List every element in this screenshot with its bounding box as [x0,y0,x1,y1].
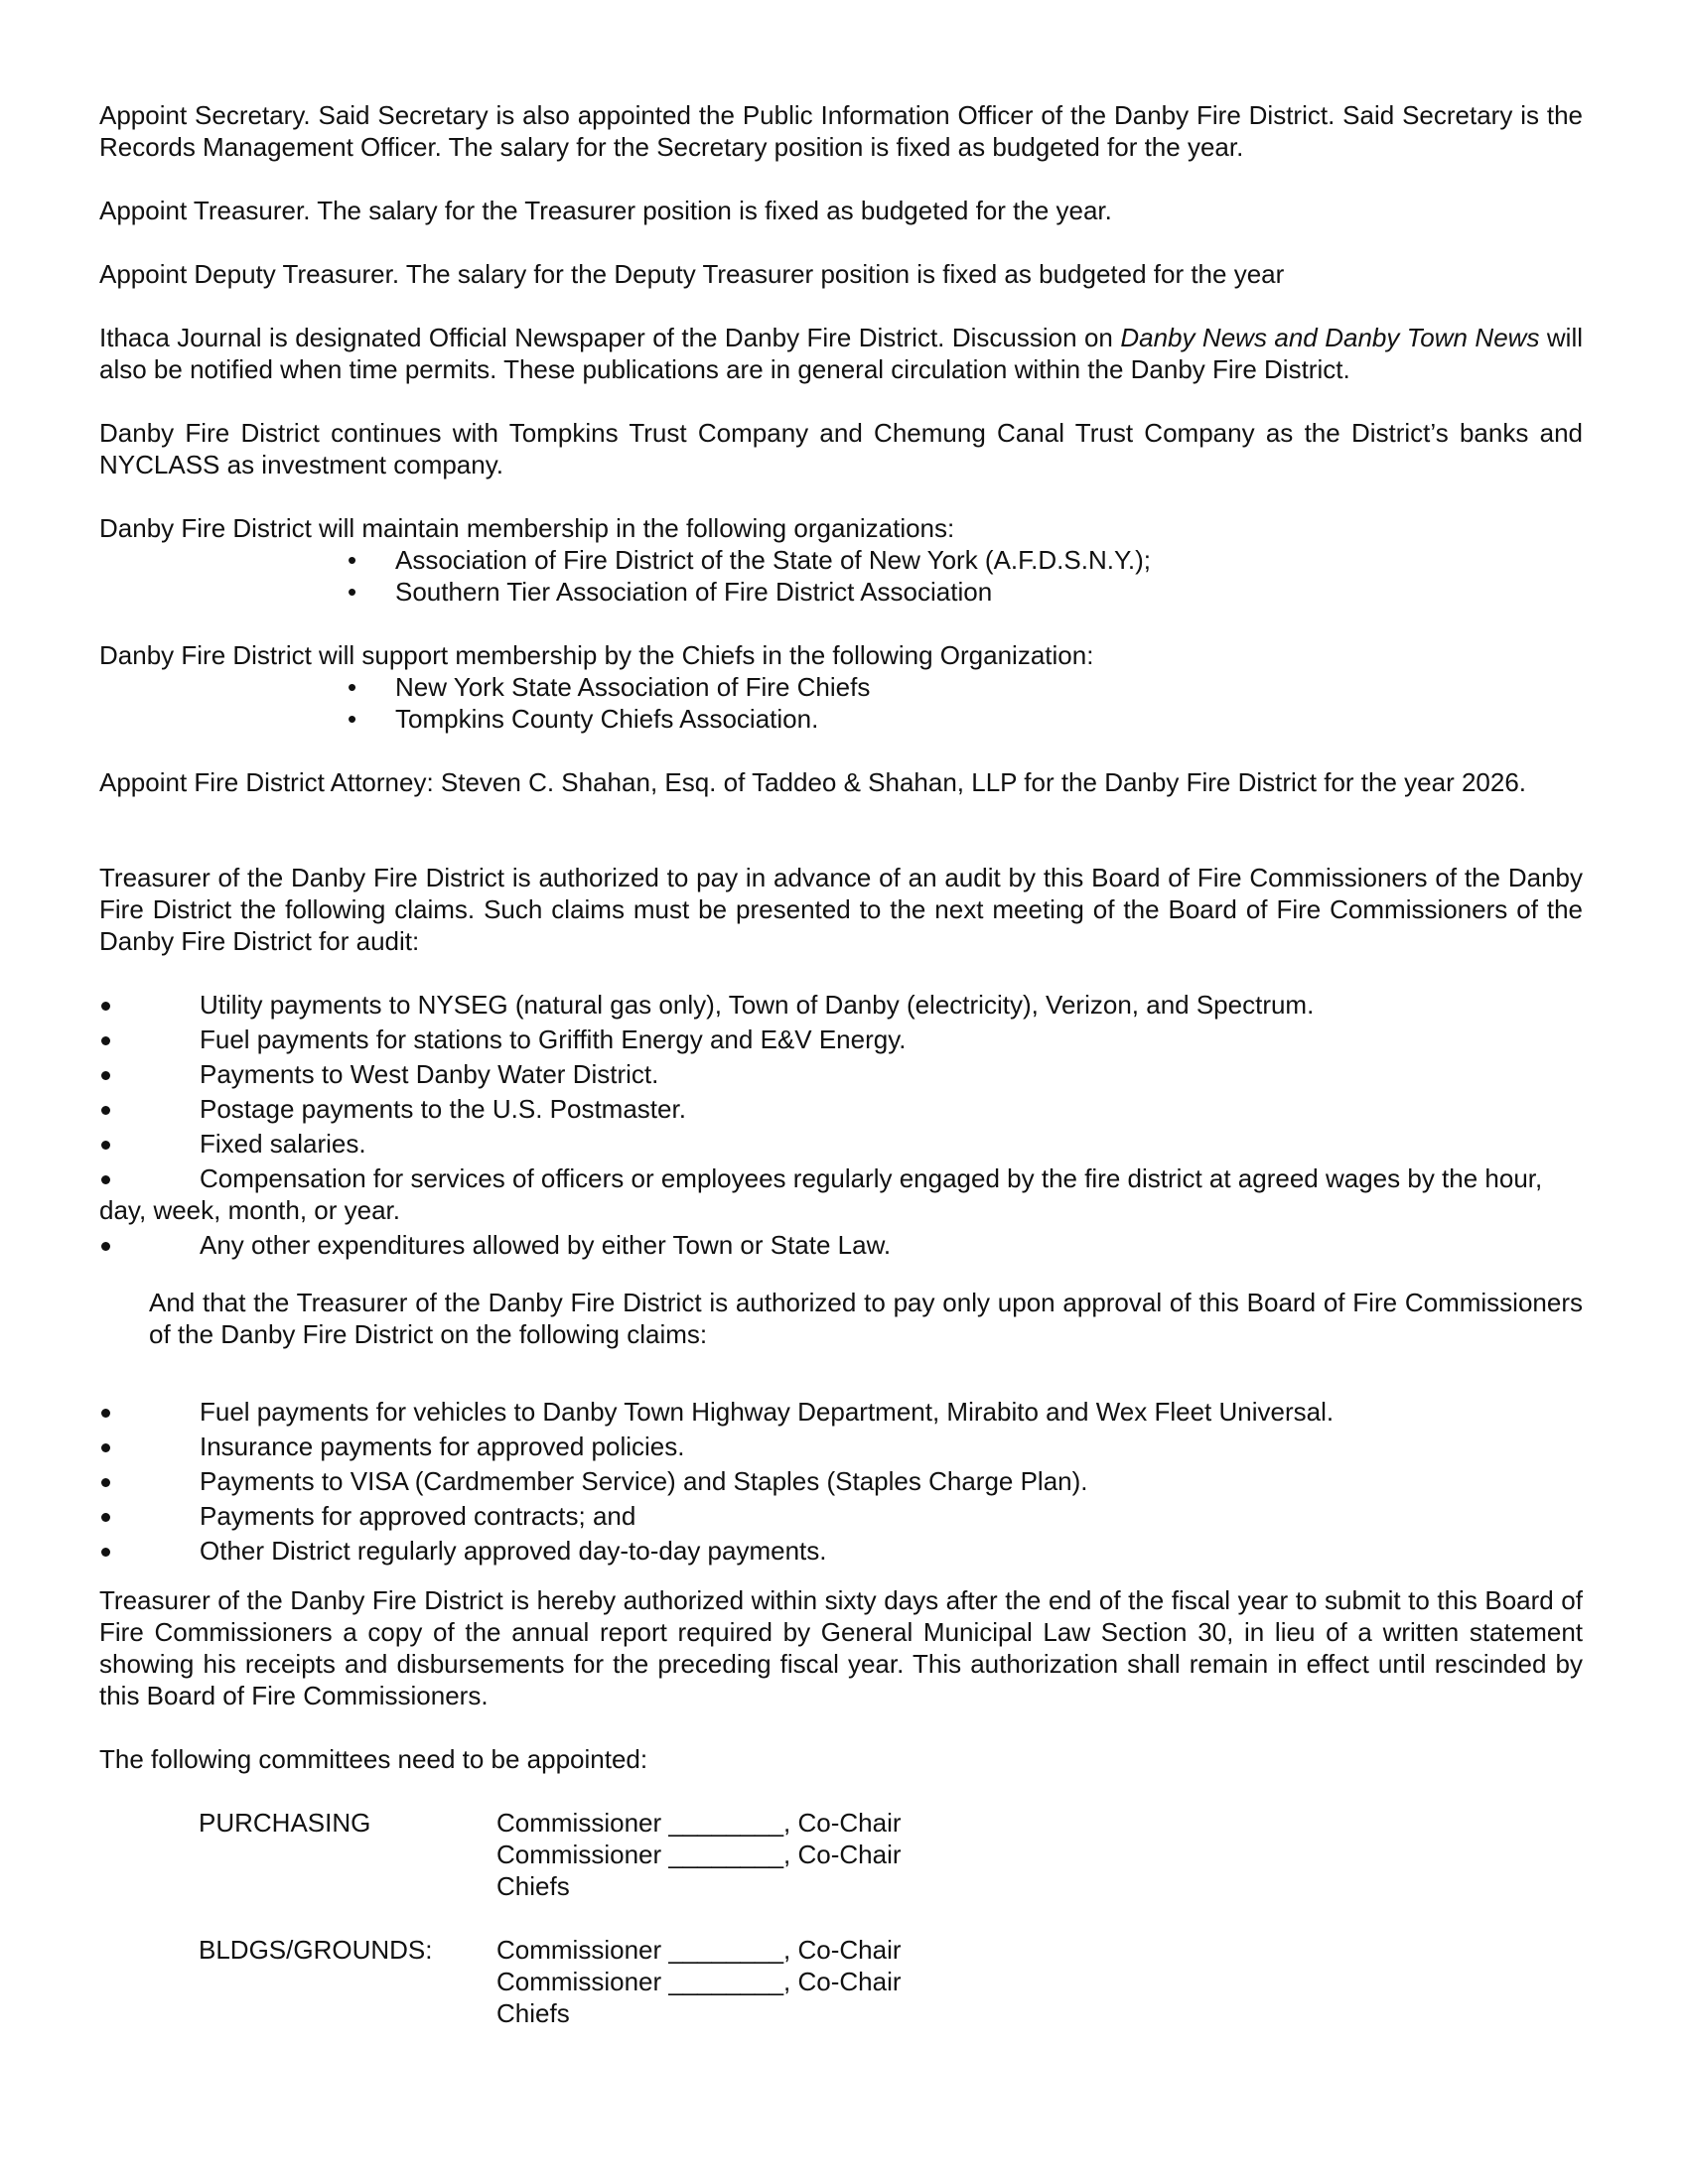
committee-line: Chiefs [496,1998,570,2028]
bullet-icon: • [348,672,357,702]
paragraph-membership-intro: Danby Fire District will maintain membership in the following organizations: [99,513,955,543]
bullet-icon [101,1478,110,1487]
paragraph-approval-claims: And that the Treasurer of the Danby Fire District is authorized to pay only upon approval of this Board of Fire Commissioners of the Danby Fire District on the following claims: [149,1288,1583,1349]
newspaper-text-b: will also be notified when time permits. These publications are in general circulation within the Danby Fire District. [99,323,1583,384]
list-item: Any other expenditures allowed by either Town or State Law. [99,1229,1583,1261]
bullet-icon: • [348,577,357,607]
bullet-icon [101,1036,110,1045]
list-item: Postage payments to the U.S. Postmaster. [99,1093,1583,1125]
paragraph-secretary: Appoint Secretary. Said Secretary is also appointed the Public Information Officer of the Danby Fire District. Said Secretary is the Records Management Officer. The salary for the Secretary position is fixed as budgeted for the year. [99,100,1583,162]
paragraph-advance-claims: Treasurer of the Danby Fire District is authorized to pay in advance of an audit by this Board of Fire Commissioners of the Danby Fire District the following claims. Such claims must be presented to the next meeting of the Board of Fire Commissioners of the Danby Fire District for audit: [99,863,1583,956]
list-item: Utility payments to NYSEG (natural gas only), Town of Danby (electricity), Verizon, and Spectrum. [99,989,1583,1021]
list-item: Insurance payments for approved policies. [99,1431,1583,1462]
paragraph-banks: Danby Fire District continues with Tompkins Trust Company and Chemung Canal Trust Company as the District’s banks and NYCLASS as investment company. [99,418,1583,479]
paragraph-newspaper [99,322,1583,385]
newspaper-names: Danby News and Danby Town News [1120,323,1540,352]
list-item: Payments to VISA (Cardmember Service) and Staples (Staples Charge Plan). [99,1465,1583,1497]
list-item: • Southern Tier Association of Fire District Association [348,577,993,607]
bullet-icon [101,1002,110,1011]
committee-line: Commissioner ________, Co-Chair [496,1935,902,1965]
bullet-icon [101,1548,110,1557]
committee-line: Commissioner ________, Co-Chair [496,1967,902,1996]
list-item: Fuel payments for stations to Griffith Energy and E&V Energy. [99,1024,1583,1055]
bullet-icon [101,1443,110,1452]
committee-line: Chiefs [496,1871,570,1901]
committee-name: PURCHASING [199,1808,371,1838]
advance-claims-list [99,989,1583,1264]
bullet-icon [101,1513,110,1522]
bullet-icon: • [348,704,357,734]
chiefs-org-list [348,671,871,735]
bullet-icon [101,1242,110,1251]
approval-claims-list [99,1396,1583,1570]
list-item: • Tompkins County Chiefs Association. [348,704,819,734]
paragraph-attorney: Appoint Fire District Attorney: Steven C. Shahan, Esq. of Taddeo & Shahan, LLP for the Danby Fire District for the year 2026. [99,767,1527,797]
committee-line: Commissioner ________, Co-Chair [496,1840,902,1869]
paragraph-treasurer: Appoint Treasurer. The salary for the Treasurer position is fixed as budgeted for the year. [99,196,1112,225]
paragraph-deputy-treasurer: Appoint Deputy Treasurer. The salary for the Deputy Treasurer position is fixed as budgeted for the year [99,259,1285,289]
committee-line: Commissioner ________, Co-Chair [496,1808,902,1838]
paragraph-annual-report: Treasurer of the Danby Fire District is hereby authorized within sixty days after the end of the fiscal year to submit to this Board of Fire Commissioners a copy of the annual report required by General Municipal Law Section 30, in lieu of a written statement showing his receipts and disbursements for the preceding fiscal year. This authorization shall remain in effect until rescinded by this Board of Fire Commissioners. [99,1585,1583,1710]
list-item: Fuel payments for vehicles to Danby Town Highway Department, Mirabito and Wex Fleet Universal. [99,1396,1583,1428]
paragraph-chiefs-intro: Danby Fire District will support membership by the Chiefs in the following Organization: [99,640,1094,670]
bullet-icon [101,1409,110,1418]
list-item: • Association of Fire District of the State of New York (A.F.D.S.N.Y.); [348,545,1152,575]
list-item: Payments to West Danby Water District. [99,1058,1583,1090]
list-item: Other District regularly approved day-to-day payments. [99,1535,1583,1567]
bullet-icon [101,1106,110,1115]
bullet-icon [101,1175,110,1184]
bullet-icon [101,1071,110,1080]
list-item: Compensation for services of officers or employees regularly engaged by the fire district at agreed wages by the hour, day, week, month, or year. [99,1163,1543,1225]
bullet-icon: • [348,545,357,575]
newspaper-text-a: Ithaca Journal is designated Official Newspaper of the Danby Fire District. Discussion on [99,323,1121,352]
list-item: • New York State Association of Fire Chiefs [348,672,871,702]
bullet-icon [101,1141,110,1150]
list-item: Payments for approved contracts; and [99,1500,1583,1532]
committee-name: BLDGS/GROUNDS: [199,1935,433,1965]
list-item: Fixed salaries. [99,1128,1583,1160]
paragraph-committees-intro: The following committees need to be appointed: [99,1744,648,1774]
membership-list [348,544,1152,608]
